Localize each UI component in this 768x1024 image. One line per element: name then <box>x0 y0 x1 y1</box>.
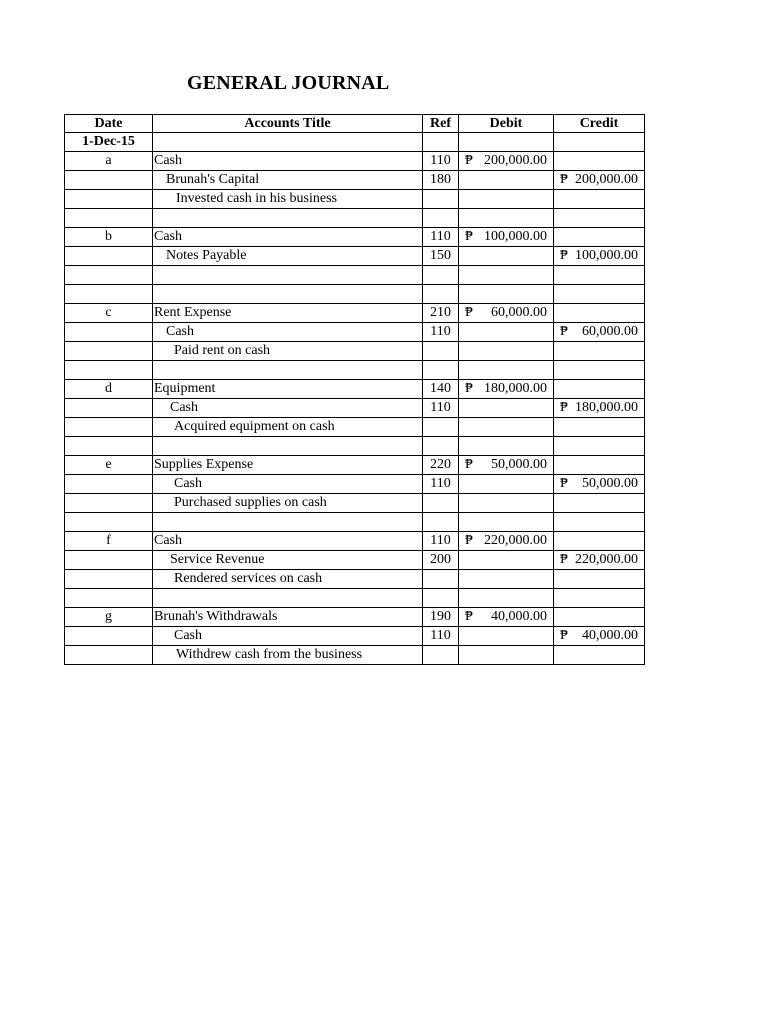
description-row <box>65 646 645 665</box>
empty-cell <box>65 285 153 304</box>
credit-ref: 150 <box>423 247 459 266</box>
debit-line-row <box>65 152 645 171</box>
credit-ref: 110 <box>423 399 459 418</box>
empty-cell <box>459 171 554 190</box>
empty-cell <box>459 190 554 209</box>
credit-line-row <box>65 627 645 646</box>
empty-cell <box>459 589 554 608</box>
empty-cell <box>554 456 645 475</box>
description-row <box>65 494 645 513</box>
peso-sign: ₱ <box>560 248 568 263</box>
empty-cell <box>459 475 554 494</box>
debit-ref: 220 <box>423 456 459 475</box>
entry-letter: a <box>65 152 153 171</box>
debit-line-row <box>65 380 645 399</box>
empty-cell <box>153 589 423 608</box>
peso-sign: ₱ <box>465 381 473 396</box>
empty-cell <box>423 418 459 437</box>
amount-value: 60,000.00 <box>582 324 638 339</box>
date-row <box>65 133 645 152</box>
spacer-row <box>65 513 645 532</box>
empty-cell <box>423 190 459 209</box>
amount-value: 220,000.00 <box>575 552 638 567</box>
empty-cell <box>65 190 153 209</box>
empty-cell <box>423 285 459 304</box>
empty-cell <box>459 323 554 342</box>
empty-cell <box>554 228 645 247</box>
empty-cell <box>65 589 153 608</box>
debit-amount <box>459 380 554 399</box>
peso-sign: ₱ <box>465 457 473 472</box>
debit-ref: 110 <box>423 228 459 247</box>
entry-description <box>153 266 423 285</box>
entry-letter: f <box>65 532 153 551</box>
entry-description: Withdrew cash from the business <box>153 646 423 665</box>
description-row <box>65 190 645 209</box>
debit-line-row <box>65 608 645 627</box>
credit-account-title: Cash <box>153 323 423 342</box>
empty-cell <box>554 589 645 608</box>
empty-cell <box>459 342 554 361</box>
empty-cell <box>554 342 645 361</box>
empty-cell <box>423 361 459 380</box>
entry-letter: g <box>65 608 153 627</box>
credit-ref: 110 <box>423 627 459 646</box>
amount-value: 100,000.00 <box>484 229 547 244</box>
credit-amount <box>554 627 645 646</box>
empty-cell <box>65 399 153 418</box>
empty-cell <box>554 513 645 532</box>
header-debit: Debit <box>459 115 554 133</box>
empty-cell <box>423 133 459 152</box>
description-row <box>65 418 645 437</box>
amount-value: 200,000.00 <box>575 172 638 187</box>
debit-account-title: Brunah's Withdrawals <box>153 608 423 627</box>
empty-cell <box>459 418 554 437</box>
entry-description: Rendered services on cash <box>153 570 423 589</box>
entry-letter: e <box>65 456 153 475</box>
credit-amount <box>554 475 645 494</box>
empty-cell <box>554 418 645 437</box>
header-date: Date <box>65 115 153 133</box>
credit-line-row <box>65 247 645 266</box>
peso-sign: ₱ <box>465 533 473 548</box>
empty-cell <box>459 627 554 646</box>
empty-cell <box>65 551 153 570</box>
empty-cell <box>153 285 423 304</box>
empty-cell <box>65 513 153 532</box>
empty-cell <box>65 266 153 285</box>
empty-cell <box>65 209 153 228</box>
empty-cell <box>459 361 554 380</box>
empty-cell <box>423 494 459 513</box>
debit-ref: 190 <box>423 608 459 627</box>
empty-cell <box>153 133 423 152</box>
empty-cell <box>459 570 554 589</box>
empty-cell <box>423 209 459 228</box>
peso-sign: ₱ <box>465 305 473 320</box>
amount-value: 100,000.00 <box>575 248 638 263</box>
credit-amount <box>554 171 645 190</box>
credit-account-title: Brunah's Capital <box>153 171 423 190</box>
debit-ref: 140 <box>423 380 459 399</box>
empty-cell <box>459 437 554 456</box>
debit-account-title: Supplies Expense <box>153 456 423 475</box>
credit-account-title: Service Revenue <box>153 551 423 570</box>
empty-cell <box>423 266 459 285</box>
credit-line-row <box>65 551 645 570</box>
empty-cell <box>65 171 153 190</box>
peso-sign: ₱ <box>560 628 568 643</box>
amount-value: 50,000.00 <box>582 476 638 491</box>
debit-amount <box>459 228 554 247</box>
credit-amount <box>554 399 645 418</box>
empty-cell <box>459 646 554 665</box>
empty-cell <box>65 475 153 494</box>
entry-description: Invested cash in his business <box>153 190 423 209</box>
spacer-row <box>65 361 645 380</box>
empty-cell <box>423 646 459 665</box>
debit-ref: 110 <box>423 532 459 551</box>
empty-cell <box>459 285 554 304</box>
empty-cell <box>65 437 153 456</box>
amount-value: 180,000.00 <box>484 381 547 396</box>
empty-cell <box>554 133 645 152</box>
empty-cell <box>423 570 459 589</box>
empty-cell <box>459 209 554 228</box>
empty-cell <box>554 285 645 304</box>
debit-amount <box>459 456 554 475</box>
empty-cell <box>153 513 423 532</box>
spacer-row <box>65 589 645 608</box>
empty-cell <box>423 437 459 456</box>
debit-amount <box>459 608 554 627</box>
debit-ref: 210 <box>423 304 459 323</box>
empty-cell <box>459 551 554 570</box>
peso-sign: ₱ <box>560 324 568 339</box>
empty-cell <box>65 418 153 437</box>
debit-amount <box>459 304 554 323</box>
amount-value: 180,000.00 <box>575 400 638 415</box>
empty-cell <box>65 627 153 646</box>
empty-cell <box>423 342 459 361</box>
empty-cell <box>554 380 645 399</box>
spacer-row <box>65 285 645 304</box>
header-credit: Credit <box>554 115 645 133</box>
empty-cell <box>65 323 153 342</box>
description-row <box>65 570 645 589</box>
journal-title: GENERAL JOURNAL <box>187 72 390 94</box>
description-row <box>65 266 645 285</box>
empty-cell <box>554 608 645 627</box>
empty-cell <box>554 570 645 589</box>
debit-account-title: Cash <box>153 532 423 551</box>
credit-ref: 180 <box>423 171 459 190</box>
credit-account-title: Cash <box>153 475 423 494</box>
empty-cell <box>554 190 645 209</box>
amount-value: 40,000.00 <box>491 609 547 624</box>
debit-line-row <box>65 456 645 475</box>
description-row <box>65 342 645 361</box>
header-ref: Ref <box>423 115 459 133</box>
empty-cell <box>153 437 423 456</box>
entry-date: 1-Dec-15 <box>65 133 153 152</box>
credit-account-title: Cash <box>153 399 423 418</box>
debit-line-row <box>65 532 645 551</box>
credit-line-row <box>65 475 645 494</box>
credit-ref: 200 <box>423 551 459 570</box>
spacer-row <box>65 437 645 456</box>
debit-account-title: Equipment <box>153 380 423 399</box>
peso-sign: ₱ <box>465 153 473 168</box>
journal-body <box>65 133 645 665</box>
empty-cell <box>459 247 554 266</box>
credit-amount <box>554 551 645 570</box>
empty-cell <box>65 361 153 380</box>
empty-cell <box>65 494 153 513</box>
empty-cell <box>554 646 645 665</box>
credit-line-row <box>65 399 645 418</box>
peso-sign: ₱ <box>560 476 568 491</box>
credit-account-title: Notes Payable <box>153 247 423 266</box>
empty-cell <box>554 494 645 513</box>
empty-cell <box>554 152 645 171</box>
empty-cell <box>153 209 423 228</box>
credit-amount <box>554 323 645 342</box>
credit-line-row <box>65 323 645 342</box>
amount-value: 220,000.00 <box>484 533 547 548</box>
debit-amount <box>459 152 554 171</box>
header-account-title: Accounts Title <box>153 115 423 133</box>
credit-line-row <box>65 171 645 190</box>
entry-letter: d <box>65 380 153 399</box>
peso-sign: ₱ <box>560 552 568 567</box>
empty-cell <box>153 361 423 380</box>
spacer-row <box>65 209 645 228</box>
empty-cell <box>65 570 153 589</box>
entry-description: Purchased supplies on cash <box>153 494 423 513</box>
empty-cell <box>459 513 554 532</box>
debit-account-title: Cash <box>153 228 423 247</box>
header-row <box>65 115 645 133</box>
credit-ref: 110 <box>423 475 459 494</box>
empty-cell <box>65 247 153 266</box>
empty-cell <box>554 209 645 228</box>
peso-sign: ₱ <box>465 229 473 244</box>
empty-cell <box>65 342 153 361</box>
credit-amount <box>554 247 645 266</box>
peso-sign: ₱ <box>560 172 568 187</box>
entry-letter: b <box>65 228 153 247</box>
credit-ref: 110 <box>423 323 459 342</box>
peso-sign: ₱ <box>465 609 473 624</box>
entry-letter: c <box>65 304 153 323</box>
debit-line-row <box>65 228 645 247</box>
empty-cell <box>554 437 645 456</box>
credit-account-title: Cash <box>153 627 423 646</box>
empty-cell <box>423 513 459 532</box>
amount-value: 200,000.00 <box>484 153 547 168</box>
empty-cell <box>554 266 645 285</box>
empty-cell <box>554 304 645 323</box>
empty-cell <box>554 361 645 380</box>
empty-cell <box>459 133 554 152</box>
amount-value: 60,000.00 <box>491 305 547 320</box>
debit-account-title: Cash <box>153 152 423 171</box>
empty-cell <box>554 532 645 551</box>
entry-description: Paid rent on cash <box>153 342 423 361</box>
debit-line-row <box>65 304 645 323</box>
amount-value: 40,000.00 <box>582 628 638 643</box>
empty-cell <box>459 399 554 418</box>
entry-description: Acquired equipment on cash <box>153 418 423 437</box>
empty-cell <box>459 266 554 285</box>
debit-account-title: Rent Expense <box>153 304 423 323</box>
empty-cell <box>65 646 153 665</box>
empty-cell <box>423 589 459 608</box>
empty-cell <box>459 494 554 513</box>
general-journal-table <box>64 114 645 665</box>
debit-ref: 110 <box>423 152 459 171</box>
amount-value: 50,000.00 <box>491 457 547 472</box>
debit-amount <box>459 532 554 551</box>
peso-sign: ₱ <box>560 400 568 415</box>
